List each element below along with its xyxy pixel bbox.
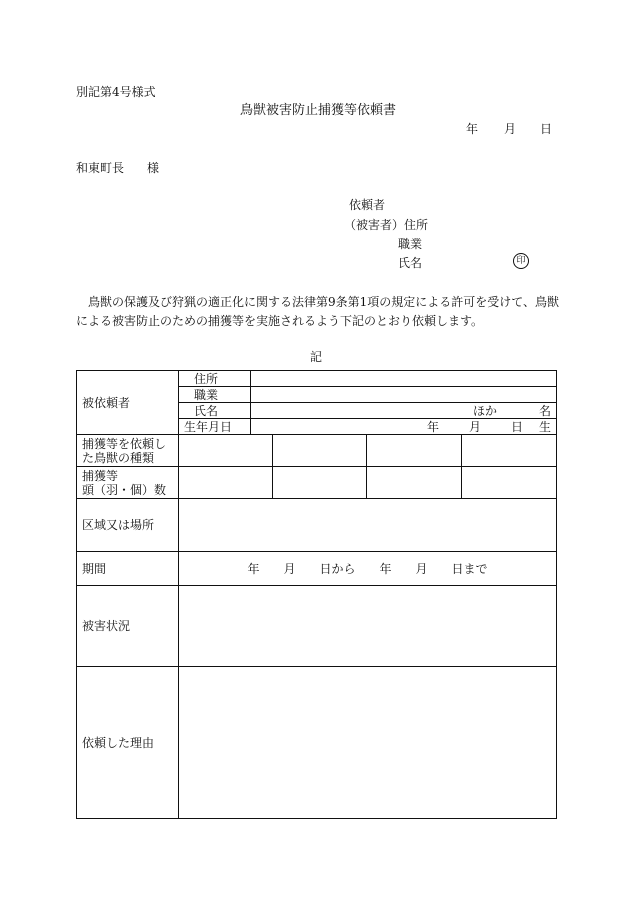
species-cell-3[interactable] — [367, 435, 462, 467]
requester-occupation-label: 職業 — [398, 237, 423, 251]
damage-value-cell[interactable] — [179, 586, 557, 667]
addressee-name: 和東町長 — [76, 161, 125, 175]
count-label-2: 頭（羽・個）数 — [82, 482, 167, 497]
name-label: 氏名 — [194, 403, 219, 418]
period-label: 期間 — [82, 561, 107, 576]
name-others: ほか — [472, 403, 497, 418]
occupation-label-cell — [179, 387, 251, 403]
birth-month: 月 — [468, 419, 481, 434]
requester-label: 依頼者 — [349, 198, 386, 212]
damage-label-cell — [77, 586, 179, 667]
name-unit: 名 — [538, 403, 551, 418]
seal-mark: 印 — [513, 253, 529, 269]
table-row — [77, 667, 557, 819]
address-label: 住所 — [194, 371, 219, 386]
form-number: 別記第4号様式 — [76, 85, 156, 99]
count-cell-2[interactable] — [273, 467, 367, 499]
species-cell-4[interactable] — [462, 435, 557, 467]
count-cell-4[interactable] — [462, 467, 557, 499]
address-label-cell — [179, 371, 251, 387]
table-row — [77, 467, 557, 499]
reason-label: 依頼した理由 — [82, 735, 155, 750]
date-month: 月 — [504, 122, 517, 136]
area-value-cell[interactable] — [179, 499, 557, 552]
table-row — [77, 552, 557, 586]
addressee-honorific: 様 — [147, 161, 160, 175]
record-label: 記 — [310, 350, 323, 364]
document-title: 鳥獣被害防止捕獲等依頼書 — [240, 103, 397, 118]
name-value-cell[interactable] — [251, 403, 557, 419]
table-row — [77, 371, 557, 387]
body-line-1: 鳥獣の保護及び狩猟の適正化に関する法律第9条第1項の規定による許可を受けて、鳥獣 — [88, 295, 560, 309]
birth-day: 日 — [510, 419, 523, 434]
damage-label: 被害状況 — [82, 619, 131, 633]
area-label-cell — [77, 499, 179, 552]
period-value-cell[interactable] — [179, 552, 557, 586]
occupation-value-cell[interactable] — [251, 387, 557, 403]
date-day: 日 — [540, 122, 553, 136]
birthdate-label-cell — [179, 419, 251, 435]
address-value-cell[interactable] — [251, 371, 557, 387]
table-row — [77, 586, 557, 667]
birth-suffix: 生 — [538, 419, 551, 434]
name-label-cell — [179, 403, 251, 419]
table-row — [77, 435, 557, 467]
reason-value-cell[interactable] — [179, 667, 557, 819]
count-label-1: 捕獲等 — [82, 468, 119, 483]
requestee-label-cell — [77, 371, 179, 435]
birthdate-value-cell[interactable] — [251, 419, 557, 435]
count-label-cell — [77, 467, 179, 499]
requestee-label: 被依頼者 — [82, 395, 131, 410]
requester-address-label: （被害者）住所 — [344, 218, 429, 232]
birth-year: 年 — [426, 419, 439, 434]
period-label-cell — [77, 552, 179, 586]
period-text: 年 月 日から 年 月 日まで — [247, 561, 488, 576]
birthdate-label: 生年月日 — [184, 419, 233, 434]
body-line-2: による被害防止のための捕獲等を実施されるよう下記のとおり依頼します。 — [76, 314, 484, 328]
request-table — [76, 370, 557, 819]
species-label-2: た鳥獣の種類 — [82, 450, 155, 465]
area-label: 区域又は場所 — [82, 518, 155, 532]
species-cell-2[interactable] — [273, 435, 367, 467]
date-year: 年 — [466, 122, 479, 136]
species-label-1: 捕獲等を依頼し — [82, 436, 167, 451]
reason-label-cell — [77, 667, 179, 819]
species-cell-1[interactable] — [179, 435, 273, 467]
table-row — [77, 499, 557, 552]
count-cell-3[interactable] — [367, 467, 462, 499]
requester-name-label: 氏名 — [398, 256, 423, 270]
species-label-cell — [77, 435, 179, 467]
count-cell-1[interactable] — [179, 467, 273, 499]
occupation-label: 職業 — [194, 387, 219, 402]
